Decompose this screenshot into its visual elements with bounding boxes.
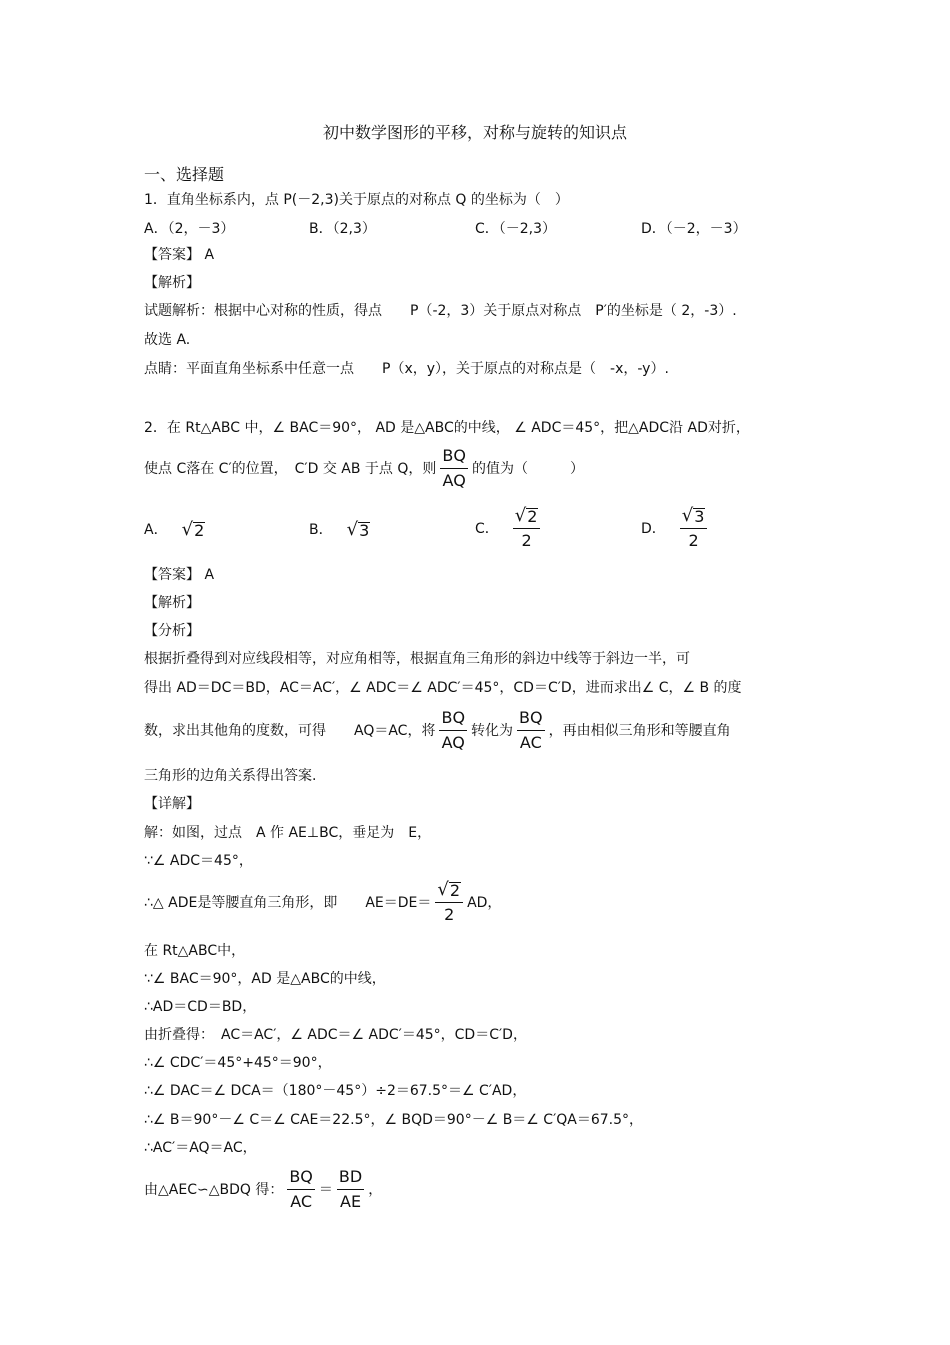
q1-option-d: D．（－2，－3） [641, 221, 747, 237]
radicand: 2 [527, 507, 538, 526]
fraction-denominator: 2 [521, 531, 532, 550]
option-label: C． [475, 520, 499, 537]
q1-option-a: A．（2，－3） [144, 221, 235, 237]
q2-fenxi-line-3 [144, 708, 731, 753]
fenxi-text: 数，求出其他角的度数，可得 AQ＝AC，将 [144, 722, 436, 739]
q1-option-c: C．（－2,3） [475, 221, 557, 237]
radicand: 3 [694, 507, 705, 526]
q2-fenxi-label: 【分析】 [144, 623, 200, 639]
q2-detail-label: 【详解】 [144, 796, 200, 812]
fenxi-text-mid: 转化为 [471, 722, 514, 739]
radicand: 3 [359, 521, 370, 540]
fraction [513, 506, 541, 551]
fraction-numerator: BD [337, 1167, 364, 1190]
q2-option-c [475, 506, 544, 551]
q1-analysis-line-1: 试题解析：根据中心对称的性质，得点 P（-2，3）关于原点对称点 P′的坐标是（ 2，-3）. [144, 303, 737, 319]
q2-detail-line-1: 解：如图，过点 A 作 AE⊥BC，垂足为 E， [144, 825, 432, 841]
q2-stem-line-2 [144, 446, 584, 491]
equals-sign: ＝ [318, 1181, 333, 1198]
fraction [439, 708, 467, 753]
q2-detail-line-2: ∵∠ ADC＝45°， [144, 853, 253, 869]
fraction [680, 506, 708, 551]
q2-detail-line-6: ∴AD＝CD＝BD， [144, 999, 257, 1015]
q1-option-b: B．（2,3） [309, 221, 376, 237]
q2-analysis-label: 【解析】 [144, 595, 200, 611]
q2-detail-line-12 [144, 1167, 382, 1212]
q2-fenxi-line-1: 根据折叠得到对应线段相等，对应角相等，根据直角三角形的斜边中线等于斜边一半，可 [144, 651, 690, 667]
radical-sign: √ [514, 505, 527, 526]
q2-fenxi-line-2: 得出 AD＝DC＝BD，AC＝AC′，∠ ADC＝∠ ADC′＝45°，CD＝C′D，进而求出∠ C，∠ B 的度 [144, 680, 742, 696]
q2-stem-line-1: 2．在 Rt△ABC 中，∠ BAC＝90°， AD 是△ABC的中线， ∠ ADC＝45°，把△ADC沿 AD对折， [144, 420, 750, 436]
fraction-numerator [435, 880, 463, 903]
q2-answer: 【答案】 A [144, 567, 215, 583]
detail-text-end: AD， [467, 894, 502, 911]
q1-analysis-label: 【解析】 [144, 275, 200, 291]
q2-detail-line-9: ∴∠ DAC＝∠ DCA＝（180°－45°）÷2＝67.5°＝∠ C′AD， [144, 1083, 527, 1099]
q2-fenxi-line-4: 三角形的边角关系得出答案. [144, 768, 317, 784]
fraction-numerator: BQ [517, 708, 545, 731]
detail-text: 由△AEC∽△BDQ 得： [144, 1181, 284, 1198]
sqrt-expression [182, 521, 206, 539]
q2-detail-line-3 [144, 880, 501, 925]
q2-detail-line-4: 在 Rt△ABC中， [144, 943, 246, 959]
q2-detail-line-11: ∴AC′＝AQ＝AC， [144, 1140, 257, 1156]
q1-stem: 1．直角坐标系内，点 P(－2,3)关于原点的对称点 Q 的坐标为（ ） [144, 192, 569, 208]
fraction [337, 1167, 364, 1212]
fraction-numerator [513, 506, 541, 529]
q2-detail-line-7: 由折叠得： AC＝AC′，∠ ADC＝∠ ADC′＝45°，CD＝C′D， [144, 1027, 527, 1043]
fraction-denominator: AC [290, 1192, 313, 1211]
q2-stem-text-end: 的值为（ ） [471, 460, 584, 477]
sqrt-expression [437, 881, 461, 899]
q2-option-a [144, 521, 205, 539]
q2-option-d [641, 506, 711, 551]
q2-stem-fraction [440, 446, 468, 491]
page-title: 初中数学图形的平移，对称与旋转的知识点 [322, 123, 627, 142]
sqrt-expression [682, 507, 706, 525]
radicand: 2 [194, 521, 205, 540]
q1-analysis-line-2: 故选 A. [144, 332, 191, 348]
fraction-numerator [680, 506, 708, 529]
q2-stem-text: 使点 C落在 C′的位置， C′D 交 AB 于点 Q，则 [144, 460, 437, 477]
fraction-numerator: BQ [287, 1167, 315, 1190]
radical-sign: √ [437, 879, 449, 900]
fraction-numerator: BQ [439, 708, 467, 731]
section-heading: 一、选择题 [144, 165, 225, 184]
fraction-denominator: AE [340, 1192, 362, 1211]
option-label: A． [144, 522, 168, 538]
fraction-denominator: AQ [442, 471, 466, 490]
q1-answer: 【答案】 A [144, 247, 215, 263]
radicand: 2 [449, 881, 461, 900]
fraction [287, 1167, 315, 1212]
fraction-denominator: 2 [688, 531, 699, 550]
fraction-denominator: AC [519, 733, 542, 752]
q2-detail-line-5: ∵∠ BAC＝90°，AD 是△ABC的中线， [144, 971, 386, 987]
fraction-denominator: AQ [441, 733, 465, 752]
detail-text: ∴△ ADE是等腰直角三角形，即 AE＝DE＝ [144, 894, 432, 911]
option-label: D． [641, 520, 666, 537]
fraction-numerator: BQ [440, 446, 468, 469]
fraction [435, 880, 463, 925]
detail-text-end: ， [368, 1181, 383, 1198]
q2-detail-line-8: ∴∠ CDC′＝45°+45°＝90°， [144, 1055, 332, 1071]
option-label: B． [309, 522, 333, 538]
fraction [517, 708, 545, 753]
radical-sign: √ [346, 519, 359, 540]
q2-detail-line-10: ∴∠ B＝90°－∠ C＝∠ CAE＝22.5°，∠ BQD＝90°－∠ B＝∠ C′QA＝67.5°， [144, 1112, 644, 1128]
q1-comment: 点睛：平面直角坐标系中任意一点 P（x，y），关于原点的对称点是（ -x，-y）. [144, 361, 669, 377]
fraction-denominator: 2 [444, 905, 455, 924]
q2-option-b [309, 521, 370, 539]
radical-sign: √ [681, 505, 694, 526]
radical-sign: √ [181, 519, 194, 540]
sqrt-expression [515, 507, 539, 525]
sqrt-expression [347, 521, 371, 539]
fenxi-text-end: ，再由相似三角形和等腰直角 [548, 722, 731, 739]
